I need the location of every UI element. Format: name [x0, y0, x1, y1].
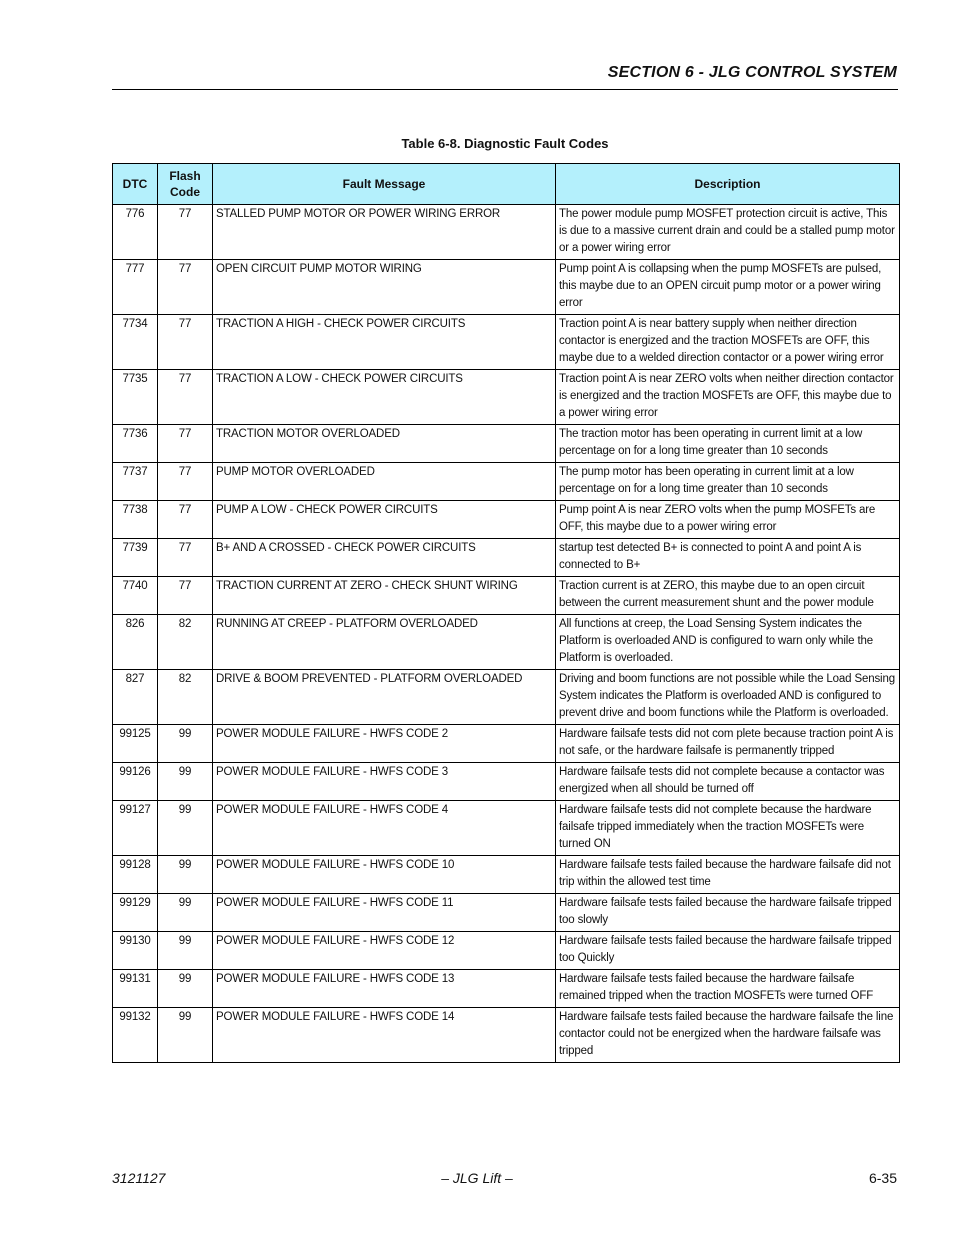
table-row — [113, 425, 900, 463]
flash-code-cell: 99 — [158, 1008, 213, 1063]
description-cell: Driving and boom functions are not possible while the Load Sensing System indicates the Platform is overloaded AND is configured to prevent drive and boom functions while the Platform is overloaded. — [556, 670, 900, 725]
table-row — [113, 932, 900, 970]
fault-message-cell: POWER MODULE FAILURE - HWFS CODE 2 — [213, 725, 556, 763]
description-cell: All functions at creep, the Load Sensing System indicates the Platform is overloaded AND is configured to warn only while the Platform is overloaded. — [556, 615, 900, 670]
table-body — [113, 205, 900, 1063]
header-divider — [112, 89, 898, 90]
description-cell: Hardware failsafe tests failed because the hardware failsafe did not trip within the allowed test time — [556, 856, 900, 894]
flash-code-cell: 99 — [158, 932, 213, 970]
dtc-cell: 7736 — [113, 425, 158, 463]
fault-message-cell: STALLED PUMP MOTOR OR POWER WIRING ERROR — [213, 205, 556, 260]
flash-code-cell: 99 — [158, 763, 213, 801]
flash-code-cell: 77 — [158, 501, 213, 539]
flash-code-cell: 77 — [158, 463, 213, 501]
dtc-cell: 99132 — [113, 1008, 158, 1063]
flash-code-cell: 82 — [158, 615, 213, 670]
flash-code-cell: 77 — [158, 205, 213, 260]
table-row — [113, 725, 900, 763]
flash-code-cell: 99 — [158, 970, 213, 1008]
fault-message-cell: PUMP A LOW - CHECK POWER CIRCUITS — [213, 501, 556, 539]
dtc-cell: 99128 — [113, 856, 158, 894]
flash-code-cell: 77 — [158, 370, 213, 425]
fault-message-cell: B+ AND A CROSSED - CHECK POWER CIRCUITS — [213, 539, 556, 577]
footer-brand: – JLG Lift – — [441, 1170, 513, 1186]
table-caption: Table 6-8. Diagnostic Fault Codes — [401, 136, 609, 151]
fault-message-cell: TRACTION MOTOR OVERLOADED — [213, 425, 556, 463]
table-row — [113, 894, 900, 932]
fault-message-cell: POWER MODULE FAILURE - HWFS CODE 11 — [213, 894, 556, 932]
table-row — [113, 315, 900, 370]
dtc-cell: 7738 — [113, 501, 158, 539]
table-row — [113, 577, 900, 615]
fault-message-cell: DRIVE & BOOM PREVENTED - PLATFORM OVERLOADED — [213, 670, 556, 725]
dtc-cell: 99129 — [113, 894, 158, 932]
table-row — [113, 615, 900, 670]
fault-message-cell: POWER MODULE FAILURE - HWFS CODE 3 — [213, 763, 556, 801]
table-row — [113, 501, 900, 539]
dtc-cell: 7737 — [113, 463, 158, 501]
flash-code-cell: 99 — [158, 856, 213, 894]
dtc-cell: 826 — [113, 615, 158, 670]
fault-message-cell: RUNNING AT CREEP - PLATFORM OVERLOADED — [213, 615, 556, 670]
dtc-cell: 99125 — [113, 725, 158, 763]
fault-message-cell: OPEN CIRCUIT PUMP MOTOR WIRING — [213, 260, 556, 315]
fault-message-cell: POWER MODULE FAILURE - HWFS CODE 14 — [213, 1008, 556, 1063]
description-cell: Traction point A is near battery supply when neither direction contactor is energized and the traction MOSFETs are OFF, this maybe due to a welded direction contactor or a power wiring error — [556, 315, 900, 370]
dtc-cell: 7735 — [113, 370, 158, 425]
description-cell: Traction current is at ZERO, this maybe due to an open circuit between the current measurement shunt and the power module — [556, 577, 900, 615]
table-header-row — [113, 164, 900, 205]
table-row — [113, 763, 900, 801]
description-cell: The traction motor has been operating in current limit at a low percentage on for a long time greater than 10 seconds — [556, 425, 900, 463]
fault-message-cell: POWER MODULE FAILURE - HWFS CODE 13 — [213, 970, 556, 1008]
description-cell: Hardware failsafe tests failed because the hardware failsafe tripped too Quickly — [556, 932, 900, 970]
description-cell: Traction point A is near ZERO volts when neither direction contactor is energized and the traction MOSFETs are OFF, this maybe due to a power wiring error — [556, 370, 900, 425]
flash-code-cell: 77 — [158, 425, 213, 463]
description-cell: startup test detected B+ is connected to point A and point A is connected to B+ — [556, 539, 900, 577]
dtc-cell: 776 — [113, 205, 158, 260]
flash-code-cell: 77 — [158, 539, 213, 577]
dtc-cell: 99131 — [113, 970, 158, 1008]
description-cell: Pump point A is collapsing when the pump MOSFETs are pulsed, this maybe due to an OPEN circuit pump motor or a power wiring error — [556, 260, 900, 315]
fault-message-cell: PUMP MOTOR OVERLOADED — [213, 463, 556, 501]
fault-message-cell: TRACTION A LOW - CHECK POWER CIRCUITS — [213, 370, 556, 425]
table-row — [113, 801, 900, 856]
description-cell: Hardware failsafe tests failed because the hardware failsafe the line contactor could not be energized when the hardware failsafe was tripped — [556, 1008, 900, 1063]
dtc-cell: 99127 — [113, 801, 158, 856]
flash-code-cell: 82 — [158, 670, 213, 725]
dtc-cell: 99130 — [113, 932, 158, 970]
column-header-fault-message: Fault Message — [213, 164, 556, 205]
dtc-cell: 99126 — [113, 763, 158, 801]
fault-message-cell: TRACTION CURRENT AT ZERO - CHECK SHUNT WIRING — [213, 577, 556, 615]
fault-message-cell: TRACTION A HIGH - CHECK POWER CIRCUITS — [213, 315, 556, 370]
flash-code-cell: 77 — [158, 260, 213, 315]
dtc-cell: 7739 — [113, 539, 158, 577]
dtc-cell: 827 — [113, 670, 158, 725]
description-cell: Hardware failsafe tests did not com plete because traction point A is not safe, or the hardware failsafe is permanently tripped — [556, 725, 900, 763]
flash-code-cell: 77 — [158, 577, 213, 615]
description-cell: Hardware failsafe tests failed because the hardware failsafe remained tripped when the traction MOSFETs were turned OFF — [556, 970, 900, 1008]
column-header-description: Description — [556, 164, 900, 205]
footer-doc-number: 3121127 — [112, 1170, 166, 1186]
section-title: SECTION 6 - JLG CONTROL SYSTEM — [607, 64, 897, 81]
description-cell: The power module pump MOSFET protection circuit is active, This is due to a massive current drain and could be a stalled pump motor or a power wiring error — [556, 205, 900, 260]
description-cell: Pump point A is near ZERO volts when the pump MOSFETs are OFF, this maybe due to a power wiring error — [556, 501, 900, 539]
table-row — [113, 463, 900, 501]
table-row — [113, 539, 900, 577]
dtc-cell: 777 — [113, 260, 158, 315]
footer-page-number: 6-35 — [868, 1170, 897, 1186]
description-cell: The pump motor has been operating in current limit at a low percentage on for a long time greater than 10 seconds — [556, 463, 900, 501]
flash-code-cell: 99 — [158, 894, 213, 932]
description-cell: Hardware failsafe tests failed because the hardware failsafe tripped too slowly — [556, 894, 900, 932]
flash-code-cell: 99 — [158, 725, 213, 763]
dtc-cell: 7740 — [113, 577, 158, 615]
table-row — [113, 260, 900, 315]
table-row — [113, 370, 900, 425]
flash-code-cell: 77 — [158, 315, 213, 370]
table-row — [113, 205, 900, 260]
fault-message-cell: POWER MODULE FAILURE - HWFS CODE 12 — [213, 932, 556, 970]
dtc-cell: 7734 — [113, 315, 158, 370]
column-header-flash-code: Flash Code — [158, 164, 213, 205]
description-cell: Hardware failsafe tests did not complete because the hardware failsafe tripped immediately when the traction MOSFETs were turned ON — [556, 801, 900, 856]
table-row — [113, 970, 900, 1008]
table-row — [113, 670, 900, 725]
flash-code-cell: 99 — [158, 801, 213, 856]
fault-message-cell: POWER MODULE FAILURE - HWFS CODE 10 — [213, 856, 556, 894]
diagnostic-fault-codes-table — [112, 163, 900, 1063]
table-row — [113, 1008, 900, 1063]
description-cell: Hardware failsafe tests did not complete because a contactor was energized when all should be turned off — [556, 763, 900, 801]
fault-message-cell: POWER MODULE FAILURE - HWFS CODE 4 — [213, 801, 556, 856]
table-row — [113, 856, 900, 894]
column-header-dtc: DTC — [113, 164, 158, 205]
